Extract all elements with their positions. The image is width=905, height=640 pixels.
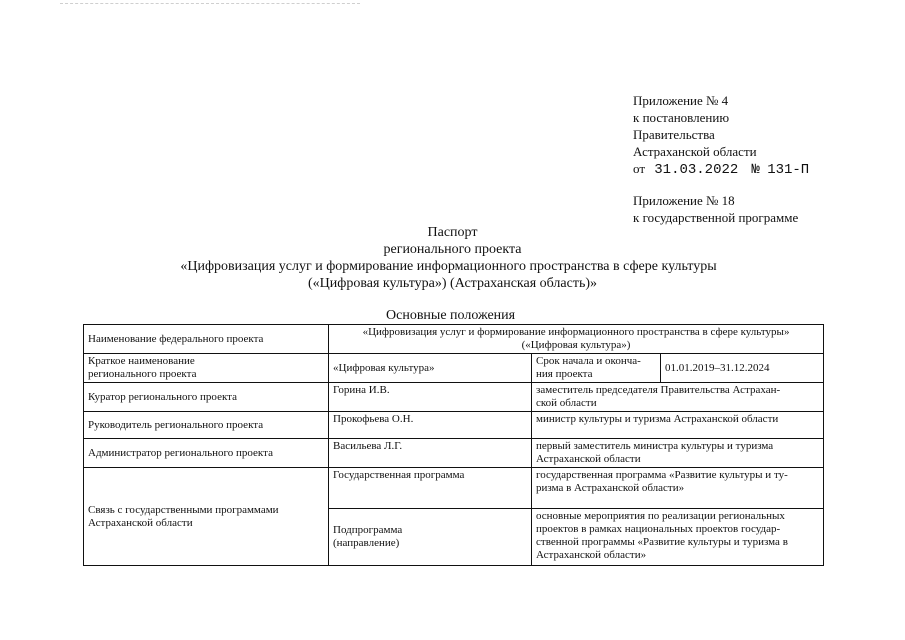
annex-4-line3: Правительства	[633, 127, 715, 142]
annex-4-line4: Астраханской области	[633, 144, 757, 159]
admin-label: Администратор регионального проекта	[88, 446, 273, 459]
federal-project-value-cell	[329, 325, 824, 354]
curator-position-cell	[532, 383, 824, 412]
annex-18-block	[633, 192, 798, 226]
federal-project-label-cell	[84, 325, 329, 354]
title-line-3: «Цифровизация услуг и формирование информационного пространства в сфере культуры	[180, 259, 717, 274]
admin-name: Васильева Л.Г.	[333, 440, 403, 452]
link-label-line-1: Связь с государственными программами	[88, 503, 279, 516]
head-name-cell	[329, 412, 532, 439]
term-value-cell	[661, 354, 824, 383]
term-label-cell	[532, 354, 661, 383]
resolution-date: 31.03.2022	[654, 162, 739, 178]
curator-label-cell	[84, 383, 329, 412]
title-line-1: Паспорт	[427, 225, 478, 240]
gov-program-value-line-1: государственная программа «Развитие культуры и ту-	[536, 469, 788, 481]
federal-project-label: Наименование федерального проекта	[88, 332, 264, 345]
passport-table	[83, 324, 824, 566]
term-value: 01.01.2019–31.12.2024	[665, 361, 770, 374]
short-name-label-line-2: регионального проекта	[88, 368, 197, 380]
table-row	[84, 439, 824, 468]
federal-project-value-line-2: («Цифровая культура»)	[521, 339, 631, 351]
table-row	[84, 412, 824, 439]
passport-title	[0, 224, 905, 292]
annex-4-block	[633, 92, 809, 179]
link-label-cell	[84, 468, 329, 566]
subprogram-label-line-2: (направление)	[333, 537, 400, 549]
head-position-cell	[532, 412, 824, 439]
subprogram-value-cell	[532, 509, 824, 566]
subprogram-value-line-3: ственной программы «Развитие культуры и туризма в	[536, 536, 788, 548]
admin-position-line-1: первый заместитель министра культуры и туризма	[536, 440, 774, 452]
short-name-value-cell	[329, 354, 532, 383]
subprogram-value-line-4: Астраханской области»	[536, 549, 647, 561]
table-row	[84, 325, 824, 354]
head-position: министр культуры и туризма Астраханской области	[536, 413, 779, 425]
term-label-line-1: Срок начала и оконча-	[536, 355, 641, 367]
gov-program-value-line-2: ризма в Астраханской области»	[536, 482, 685, 494]
table-row	[84, 354, 824, 383]
short-name-label-line-1: Краткое наименование	[88, 355, 195, 367]
annex-4-title: Приложение № 4	[633, 93, 729, 108]
admin-name-cell	[329, 439, 532, 468]
gov-program-value-cell	[532, 468, 824, 509]
table-row	[84, 468, 824, 509]
number-sign: №	[751, 162, 760, 178]
resolution-number: 131-П	[767, 162, 810, 178]
link-label-line-2: Астраханской области	[88, 516, 193, 529]
title-line-4: («Цифровая культура») (Астраханская область)»	[307, 276, 598, 291]
admin-label-cell	[84, 439, 329, 468]
curator-position-line-1: заместитель председателя Правительства Астрахан-	[536, 384, 781, 396]
admin-position-cell	[532, 439, 824, 468]
subprogram-value-line-1: основные мероприятия по реализации региональных	[536, 510, 785, 522]
curator-name-cell	[329, 383, 532, 412]
annex-18-title: Приложение № 18	[633, 193, 735, 208]
curator-name: Горина И.В.	[333, 384, 390, 396]
annex-18-line2: к государственной программе	[633, 210, 799, 225]
annex-4-date-line	[633, 160, 809, 179]
short-name-label-cell	[84, 354, 329, 383]
subprogram-label-cell	[329, 509, 532, 566]
scan-artifact-line	[60, 3, 360, 5]
section-title: Основные положения	[386, 308, 516, 323]
title-line-2: регионального проекта	[383, 242, 522, 257]
curator-position-line-2: ской области	[536, 397, 597, 409]
gov-program-label: Государственная программа	[333, 469, 465, 481]
head-label: Руководитель регионального проекта	[88, 418, 264, 431]
gov-program-label-cell	[329, 468, 532, 509]
curator-label: Куратор регионального проекта	[88, 390, 237, 403]
admin-position-line-2: Астраханской области	[536, 453, 641, 465]
federal-project-value-line-1: «Цифровизация услуг и формирование информационного пространства в сфере культуры»	[362, 326, 790, 338]
term-label-line-2: ния проекта	[536, 368, 593, 380]
annex-4-line2: к постановлению	[633, 110, 730, 125]
short-name-value: «Цифровая культура»	[333, 361, 435, 374]
table-row	[84, 383, 824, 412]
date-prefix: от	[633, 161, 646, 176]
subprogram-value-line-2: проектов в рамках национальных проектов государ-	[536, 523, 781, 535]
subprogram-label-line-1: Подпрограмма	[333, 524, 403, 536]
head-name: Прокофьева О.Н.	[333, 413, 414, 425]
head-label-cell	[84, 412, 329, 439]
